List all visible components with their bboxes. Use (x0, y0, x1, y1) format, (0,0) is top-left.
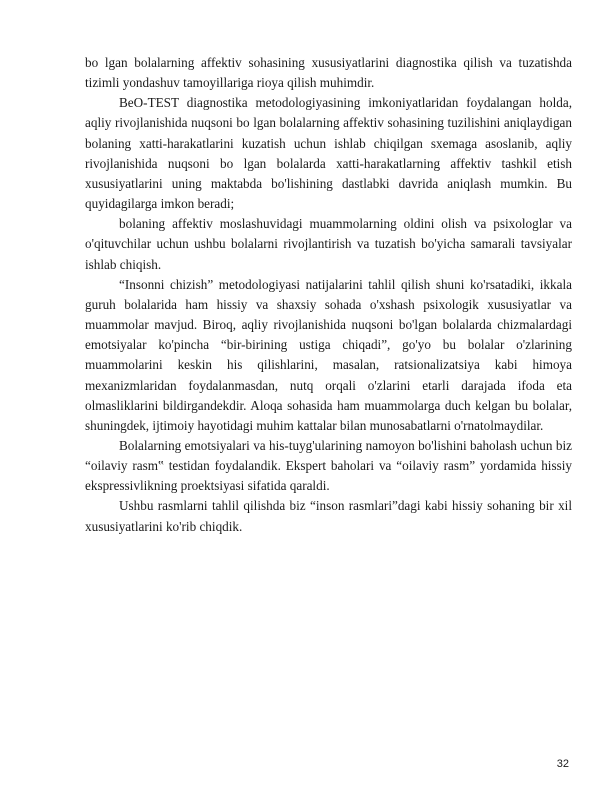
paragraph-3: bolaning affektiv moslashuvidagi muammolarning oldini olish va psixologlar va o'qituvchilar uchun ushbu bolalarni rivojlantirish va tuzatish bo'yicha samarali tavsiyalar ishlab chiqish. (85, 216, 572, 272)
paragraph-5: Bolalarning emotsiyalari va his-tuyg'ularining namoyon bo'lishini baholash uchun biz “oilaviy rasm‟ testidan foydalandik. Ekspert baholari va “oilaviy rasm” yordamida hissiy ekspressivlikning proektsiyasi sifatida qaraldi. (85, 437, 572, 494)
paragraph-1: bo lgan bolalarning affektiv sohasining xususiyatlarini diagnostika qilish va tuzatishda tizimli yondashuv tamoyillariga rioya qilish muhimdir. (85, 55, 572, 91)
paragraph-6: Ushbu rasmlarni tahlil qilishda biz “inson rasmlari”dagi kabi hissiy sohaning bir xil xususiyatlarini ko'rib chiqdik. (85, 498, 572, 534)
paragraph-2: BeO-TEST diagnostika metodologiyasining imkoniyatlaridan foydalangan holda, aqliy rivojlanishida nuqsoni bo lgan bolalarning affektiv sohasining tuzilishini aniqlaydigan bolaning xatti-harakatlarini kuzatish uchun ishlab chiqilgan sxemaga asoslanib, aqliy rivojlanishida nuqsoni bo lgan bolalarda xatti-harakatlarning affektiv tashkil etish xususiyatlarini uning maktabda bo'lishining dastlabki davrida aniqlash mumkin. Bu quyidagilarga imkon beradi; (85, 95, 572, 212)
paragraph-4: “Insonni chizish” metodologiyasi natijalarini tahlil qilish shuni ko'rsatadiki, ikkala guruh bolalarida ham hissiy va shaxsiy sohada o'xshash psixologik xususiyatlar va muammolar mavjud. Biroq, aqliy rivojlanishida nuqsoni bo'lgan bolalarda chizmalardagi emotsiyalar ko'pincha “bir-birining ustiga chiqadi”, go'yo bu bolalar o'zlarining muammolarini keskin his qilishlarini, masalan, ratsionalizatsiya kabi himoya mexanizmlaridan foydalanmasdan, nutq orqali o'zlarini etarli darajada ifoda eta olmasliklarini bildirgandekdir. Aloqa sohasida ham muammolarga duch kelgan bu bolalar, shuningdek, ijtimoiy hayotidagi muhim kattalar bilan munosabatlarni o'rnatolmaydilar. (85, 276, 572, 433)
document-body (85, 53, 572, 537)
page-number: 32 (556, 758, 569, 770)
